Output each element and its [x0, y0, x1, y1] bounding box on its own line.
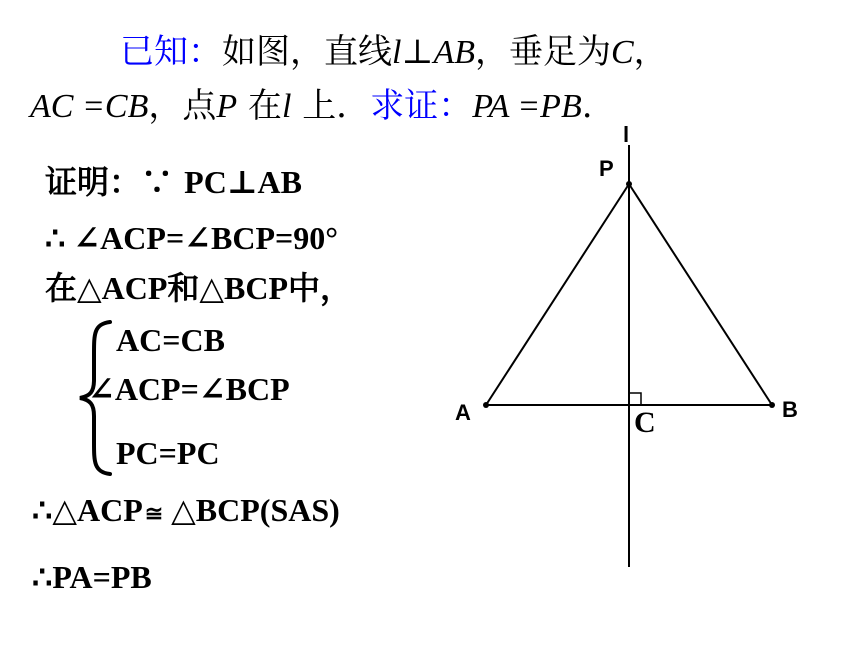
given-comma: ， — [633, 32, 668, 72]
given-perp-symbol: ⊥ — [401, 32, 434, 72]
label-a: A — [455, 400, 471, 425]
condition-pc-pc: PC=PC — [116, 435, 220, 471]
given-line-l: l — [392, 34, 402, 71]
given-line-l-2: l — [281, 88, 292, 125]
proof-bcp-sas: △BCP(SAS) — [171, 492, 340, 528]
given-text-5: 上． — [291, 86, 371, 126]
prove-label: 求证： — [370, 86, 473, 126]
label-c: C — [634, 406, 656, 439]
point-b — [769, 402, 775, 408]
given-text-2: ，垂足为 — [474, 32, 611, 72]
label-line-l: l — [623, 122, 630, 147]
given-segment-ab: AB — [433, 34, 475, 71]
proof-conclusion: ∴PA=PB — [32, 559, 152, 595]
segment-pa — [486, 184, 629, 405]
label-p: P — [599, 156, 614, 181]
proof-in-suffix: 中， — [288, 269, 353, 307]
segment-pb — [629, 184, 772, 405]
proof-in-prefix: 在 — [45, 269, 78, 307]
congruent-symbol: ≅ — [144, 501, 164, 526]
proof-perp-statement: PC⊥AB — [184, 164, 302, 200]
given-label: 已知： — [120, 32, 222, 72]
proof-because-prefix: 证明：∵ — [45, 163, 185, 201]
proof-therefore-acp: ∴△ACP — [32, 492, 143, 528]
point-p — [626, 181, 632, 187]
label-b: B — [782, 397, 798, 422]
condition-angles: ∠ACP=∠BCP — [88, 371, 290, 407]
given-equality: AC =CB — [30, 88, 149, 125]
proof-triangle-bcp: △BCP — [199, 270, 289, 306]
proof-right-angles: ∴ ∠ACP=∠BCP=90° — [45, 220, 339, 256]
proof-and: 和 — [167, 269, 200, 307]
given-text-1: 如图，直线 — [222, 32, 392, 72]
right-angle-marker — [629, 393, 641, 405]
condition-ac-cb: AC=CB — [116, 322, 225, 358]
prove-expression: PA =PB — [472, 88, 582, 125]
given-point-p: P — [216, 88, 238, 125]
given-text-3: ，点 — [148, 86, 217, 126]
given-text-4: 在 — [237, 86, 282, 126]
prove-period: . — [581, 86, 593, 126]
point-a — [483, 402, 489, 408]
proof-triangle-acp: △ACP — [77, 270, 168, 306]
given-point-c: C — [610, 34, 634, 71]
